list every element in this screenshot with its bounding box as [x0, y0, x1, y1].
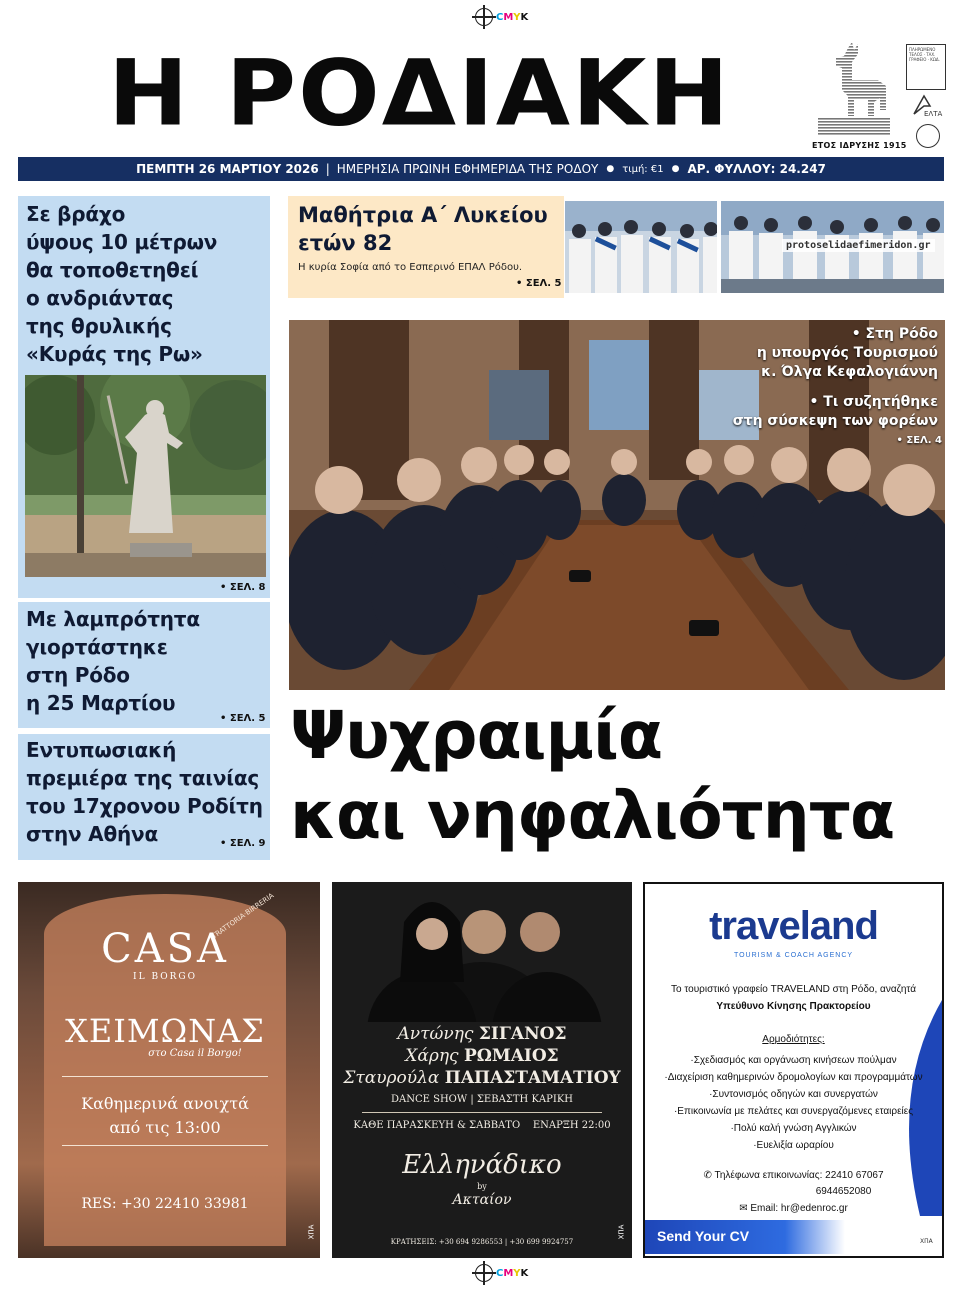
registration-mark-top: [475, 8, 528, 26]
ad-traveland-duties: ·Σχεδιασμός και οργάνωση κινήσεων πούλμαν ·Διαχείριση καθημερινών δρομολογίων και προγραμμάτων ·Συντονισμός οδηγών και συνεργατών ·Επικοινωνία με πελάτες και συνεργαζόμενες εταιρείες ·Πολύ καλή γνώση Αγγλικών ·Ευελιξία ωραρίου: [664, 1055, 923, 1151]
parade-photo-1: [565, 201, 717, 293]
ad-casa-phone: RES: +30 22410 33981: [81, 1196, 249, 1212]
ad-dance-reservations: ΚΡΑΤΗΣΕΙΣ: +30 694 9286553 | +30 699 9924757: [390, 1238, 574, 1246]
ad-casa-season-sub: στο Casa il Borgo!: [148, 1048, 242, 1059]
watermark: protoselidaefimeridon.gr: [782, 239, 935, 252]
cmyk-label: CMYK: [496, 11, 529, 23]
masthead-title: Η ΡΟΔΙΑΚΗ: [108, 39, 731, 147]
ad-dance-venue-by: by: [477, 1182, 487, 1191]
ad-dance-performers-photo: [332, 882, 632, 1022]
main-page-ref[interactable]: • ΣΕΛ. 4: [896, 435, 942, 446]
crosshair-icon: [475, 1264, 493, 1282]
deer-statue-logo-icon: [808, 40, 898, 140]
main-caption-2: • Τι συζητήθηκε στη σύσκεψη των φορέων: [732, 394, 938, 429]
phone-icon: ✆: [703, 1170, 715, 1181]
elta-logo-icon: [910, 92, 944, 120]
ad-casa-season: ΧΕΙΜΩΝΑΣ: [65, 1012, 265, 1050]
ad-traveland-intro: Το τουριστικό γραφείο TRAVELAND στη Ρόδο, αναζητά: [670, 984, 916, 995]
ad-dance-venue: Ελληνάδικο: [402, 1150, 562, 1180]
story-headline-film-premiere[interactable]: Εντυπωσιακή πρεμιέρα της ταινίας του 17χρονου Ροδίτη στην Αθήνα: [26, 738, 263, 846]
founded-label: ΕΤΟΣ ΙΔΡΥΣΗΣ 1915: [812, 141, 907, 150]
story-headline-25-march[interactable]: Με λαμπρότητα γιορτάστηκε στη Ρόδο η 25 Μαρτίου: [26, 607, 200, 715]
main-headline[interactable]: Ψυχραιμία και νηφαλιότητα: [290, 697, 895, 854]
svg-text:ΕΛΤΑ: ΕΛΤΑ: [924, 110, 943, 118]
ad-traveland-tag: ΧΠΑ: [920, 1238, 933, 1245]
ad-dance-tag: ΧΠΑ: [617, 1224, 626, 1240]
ad-dance-venue-sub: Ακταίον: [452, 1192, 512, 1208]
cmyk-label: CMYK: [496, 1267, 529, 1279]
statue-photo: [25, 375, 266, 577]
issue-number: ΑΡ. ΦΥΛΛΟΥ: 24.247: [687, 162, 826, 176]
ad-traveland-phone: ✆ Τηλέφωνα επικοινωνίας: 22410 67067: [703, 1170, 884, 1181]
postage-stamp-box: ΠΛΗΡΩΜΕΝΟ ΤΕΛΟΣ · ΤΑΧ. ΓΡΑΦΕΙΟ · ΚΩΔ.: [906, 44, 946, 90]
ad-traveland-logo: traveland: [709, 904, 878, 948]
tagline: ΗΜΕΡΗΣΙΑ ΠΡΩΙΝΗ ΕΦΗΜΕΡΙΔΑ ΤΗΣ ΡΟΔΟΥ: [336, 162, 599, 176]
ad-casa-tag: ΧΠΑ: [307, 1224, 316, 1240]
story-headline-kyra-rho[interactable]: Σε βράχο ύψους 10 μέτρων θα τοποθετηθεί ο ανδριάντας της θρυλικής «Κυράς της Ρω»: [26, 202, 218, 366]
ad-dance-show: DANCE SHOW | ΣΕΒΑΣΤΗ ΚΑΡΙΚΗ: [390, 1094, 574, 1105]
teaser-page-ref[interactable]: • ΣΕΛ. 5: [516, 278, 562, 289]
ad-casa-sub: IL BORGO: [133, 972, 197, 982]
ad-dance-artist-3: Σταυρούλα ΠΑΠΑΣΤΑΜΑΤΙΟΥ: [343, 1068, 621, 1088]
mail-icon: ✉: [739, 1203, 751, 1214]
ad-dance-artist-1: Αντώνης ΣΙΓΑΝΟΣ: [397, 1024, 567, 1044]
ad-traveland-position: Υπεύθυνο Κίνησης Πρακτορείου: [716, 1001, 871, 1012]
ad-casa-hours-1: Καθημερινά ανοιχτά: [81, 1094, 249, 1113]
ad-traveland-email: ✉ Email: hr@edenroc.gr: [739, 1203, 848, 1214]
page-ref-5[interactable]: • ΣΕΛ. 5: [220, 713, 266, 724]
ad-traveland-duties-title: Αρμοδιότητες:: [762, 1034, 825, 1045]
issue-date: ΠΕΜΠΤΗ 26 ΜΑΡΤΙΟΥ 2026: [136, 162, 319, 176]
ad-casa-hours-2: από τις 13:00: [109, 1118, 221, 1137]
ad-dance-divider: [362, 1112, 602, 1113]
seal-icon: [916, 124, 940, 148]
ad-casa-corner: TRATTORIA·BIRRERIA: [210, 891, 276, 941]
date-bar: ΠΕΜΠΤΗ 26 ΜΑΡΤΙΟΥ 2026 | ΗΜΕΡΗΣΙΑ ΠΡΩΙΝΗ ΕΦΗΜΕΡΙΔΑ ΤΗΣ ΡΟΔΟΥ ● τιμή: €1 ● ΑΡ. ΦΥΛΛΟΥ: 24.247: [18, 157, 944, 181]
page-ref-9[interactable]: • ΣΕΛ. 9: [220, 838, 266, 849]
page-ref-8[interactable]: • ΣΕΛ. 8: [220, 582, 266, 593]
ad-traveland-phone-2: 6944652080: [815, 1186, 872, 1197]
ad-dance-artist-2: Χάρης ΡΩΜΑΙΟΣ: [405, 1046, 559, 1066]
teaser-subtitle: Η κυρία Σοφία από το Εσπερινό ΕΠΑΛ Ρόδου.: [298, 262, 523, 273]
ad-casa-brand: CASA: [101, 926, 229, 972]
registration-mark-bottom: [475, 1264, 528, 1282]
teaser-title[interactable]: Μαθήτρια Α΄ Λυκείου ετών 82: [298, 203, 548, 255]
ad-dance-schedule: ΚΑΘΕ ΠΑΡΑΣΚΕΥΗ & ΣΑΒΒΑΤΟ ΕΝΑΡΞΗ 22:00: [353, 1120, 611, 1131]
crosshair-icon: [475, 8, 493, 26]
main-caption-1: • Στη Ρόδο η υπουργός Τουρισμού κ. Όλγα Κεφαλογιάννη: [756, 326, 938, 380]
ad-traveland-logo-sub: TOURISM & COACH AGENCY: [733, 952, 854, 959]
price: τιμή: €1: [622, 163, 664, 175]
ad-traveland-send-cv-button[interactable]: Send Your CV: [645, 1220, 845, 1254]
